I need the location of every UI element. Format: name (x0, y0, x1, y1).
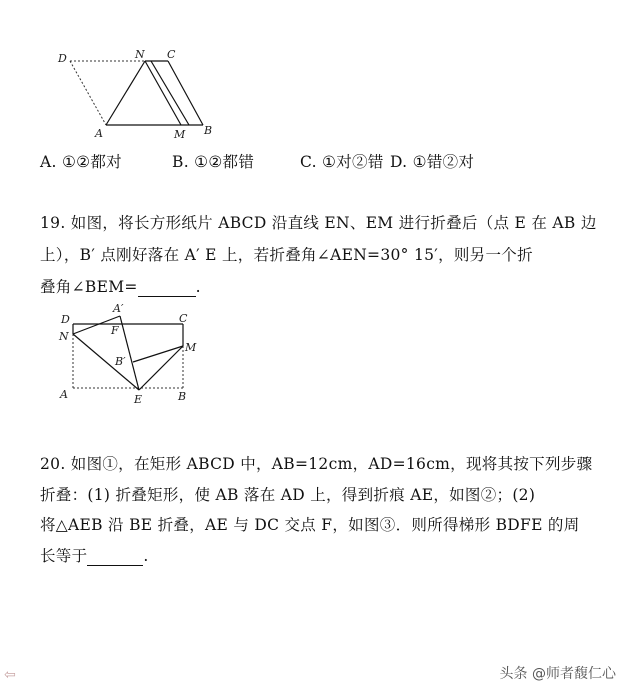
q18-option-d[interactable]: D. ①错②对 (390, 153, 475, 171)
segment-an (106, 61, 145, 125)
q19-line-1: 19. 如图，将长方形纸片 ABCD 沿直线 EN、EM 进行折叠后（点 E 在 AB 边 (40, 214, 597, 232)
q19-line-2: 上），B′ 点刚好落在 A′ E 上，若折叠角∠AEN=30° 15′，则另一个折 (40, 246, 533, 264)
q20-answer-blank[interactable] (87, 547, 143, 566)
segment-a1e (120, 316, 139, 390)
watermark: 头条 @师者馥仁心 (499, 666, 616, 682)
label-d: D (58, 52, 67, 65)
q20-line-3: 将△AEB 沿 BE 折叠，AE 与 DC 交点 F，如图③．则所得梯形 BDFE 的周 (40, 516, 580, 534)
q19-answer-blank[interactable] (138, 278, 196, 297)
label-b: B (204, 124, 213, 137)
q20-line-1: 20. 如图①，在矩形 ABCD 中，AB=12cm，AD=16cm，现将其按下列步骤 (40, 455, 593, 473)
segment-cb (168, 61, 203, 125)
label-n: N (59, 330, 69, 343)
segment-ne (73, 334, 139, 390)
label-e: E (134, 393, 143, 406)
back-arrow-icon[interactable]: ⇦ (4, 667, 16, 683)
label-a-prime: A′ (113, 302, 124, 315)
label-b: B (178, 390, 187, 403)
q20-line-4-end: . (143, 547, 149, 565)
q18-option-a[interactable]: A. ①②都对 (40, 153, 122, 171)
label-a: A (95, 127, 103, 140)
figure-q18 (55, 45, 230, 140)
q20-line-4-text: 长等于 (40, 547, 88, 565)
q19-line-3 (40, 275, 201, 297)
label-m: M (185, 341, 197, 354)
label-f: F (111, 324, 119, 337)
label-a: A (60, 388, 68, 401)
segment-fold (151, 61, 189, 125)
q19-line-3-end: . (195, 278, 201, 296)
label-n: N (135, 48, 145, 61)
label-c: C (167, 48, 176, 61)
q20-line-4 (40, 544, 149, 566)
label-m: M (174, 128, 186, 140)
label-c: C (179, 312, 188, 325)
q20-line-2: 折叠：(1) 折叠矩形，使 AB 落在 AD 上，得到折痕 AE，如图②；(2) (40, 486, 536, 504)
figure-q19 (55, 300, 205, 408)
label-d: D (61, 313, 70, 326)
q18-options (40, 150, 474, 172)
q18-option-b[interactable]: B. ①②都错 (172, 153, 255, 171)
dashed-da (70, 61, 106, 125)
q19-line-3-text: 叠角∠BEM= (40, 278, 138, 296)
label-b-prime: B′ (115, 355, 126, 368)
segment-nm (145, 61, 181, 125)
q18-option-c[interactable]: C. ①对②错 (300, 153, 384, 171)
